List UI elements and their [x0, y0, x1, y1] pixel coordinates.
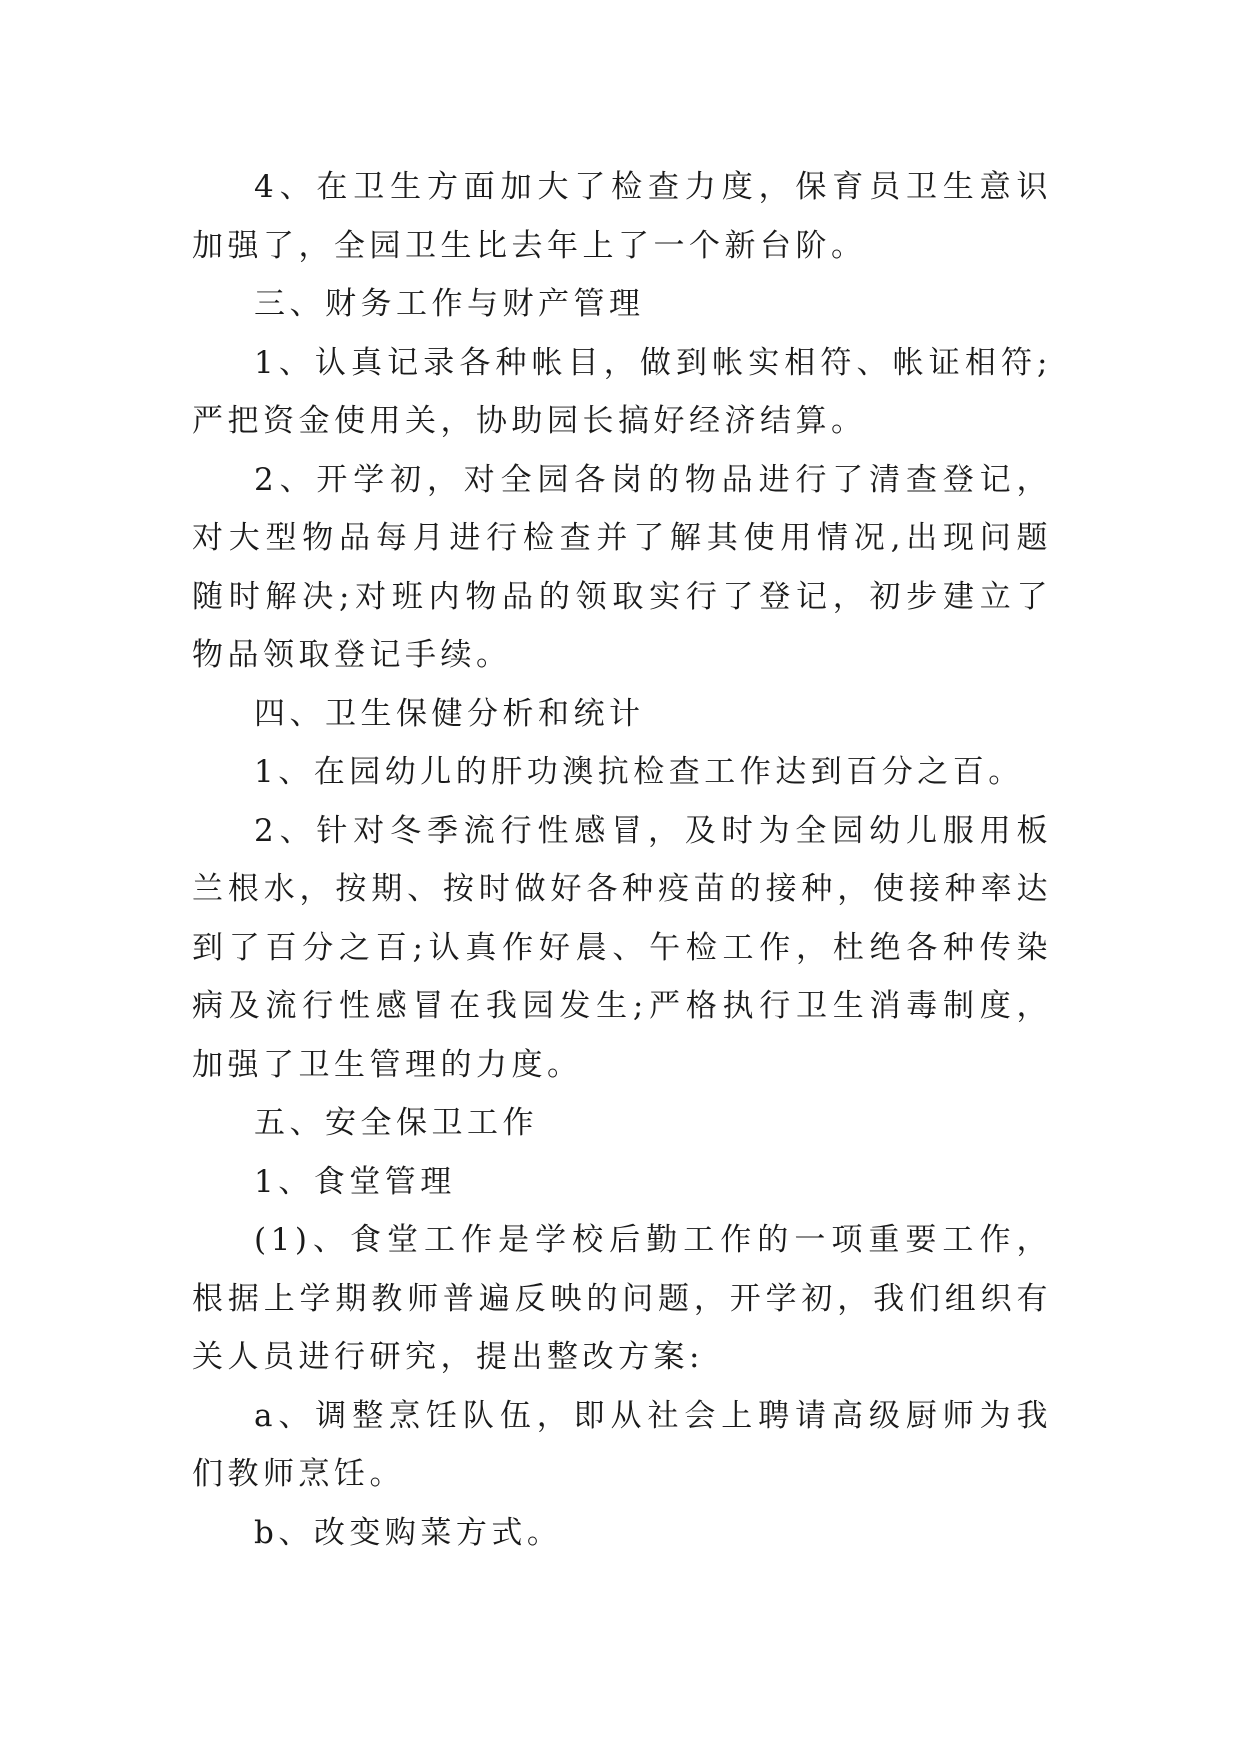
paragraph-accounts: 1、认真记录各种帐目，做到帐实相符、帐证相符;严把资金使用关，协助园长搞好经济结算。 [192, 344, 1052, 439]
list-item-purchasing: b、改变购菜方式。 [254, 1514, 563, 1551]
paragraph-flu-prevention: 2、针对冬季流行性感冒，及时为全园幼儿服用板兰根水，按期、按时做好各种疫苗的接种，使接种率达到了百分之百;认真作好晨、午检工作，杜绝各种传染病及流行性感冒在我园发生;严格执行卫生消毒制度，加强了卫生管理的力度。 [192, 812, 1052, 1083]
paragraph-inventory: 2、开学初，对全园各岗的物品进行了清查登记，对大型物品每月进行检查并了解其使用情况,出现问题随时解决;对班内物品的领取实行了登记，初步建立了物品领取登记手续。 [192, 461, 1052, 673]
paragraph-liver-check: 1、在园幼儿的肝功澳抗检查工作达到百分之百。 [254, 754, 1024, 790]
section-heading-health: 四、卫生保健分析和统计 [254, 695, 645, 732]
paragraph-hygiene-inspection: 4、在卫生方面加大了检查力度，保育员卫生意识加强了，全园卫生比去年上了一个新台阶。 [192, 169, 1052, 264]
subheading-canteen: 1、食堂管理 [254, 1163, 456, 1200]
list-item-chef: a、调整烹饪队伍，即从社会上聘请高级厨师为我们教师烹饪。 [192, 1397, 1052, 1492]
document-body [192, 158, 1052, 1562]
section-heading-finance: 三、财务工作与财产管理 [254, 286, 645, 322]
paragraph-canteen-reform: (1)、食堂工作是学校后勤工作的一项重要工作，根据上学期教师普遍反映的问题，开学初，我们组织有关人员进行研究，提出整改方案: [192, 1222, 1052, 1375]
section-heading-security: 五、安全保卫工作 [254, 1105, 538, 1141]
